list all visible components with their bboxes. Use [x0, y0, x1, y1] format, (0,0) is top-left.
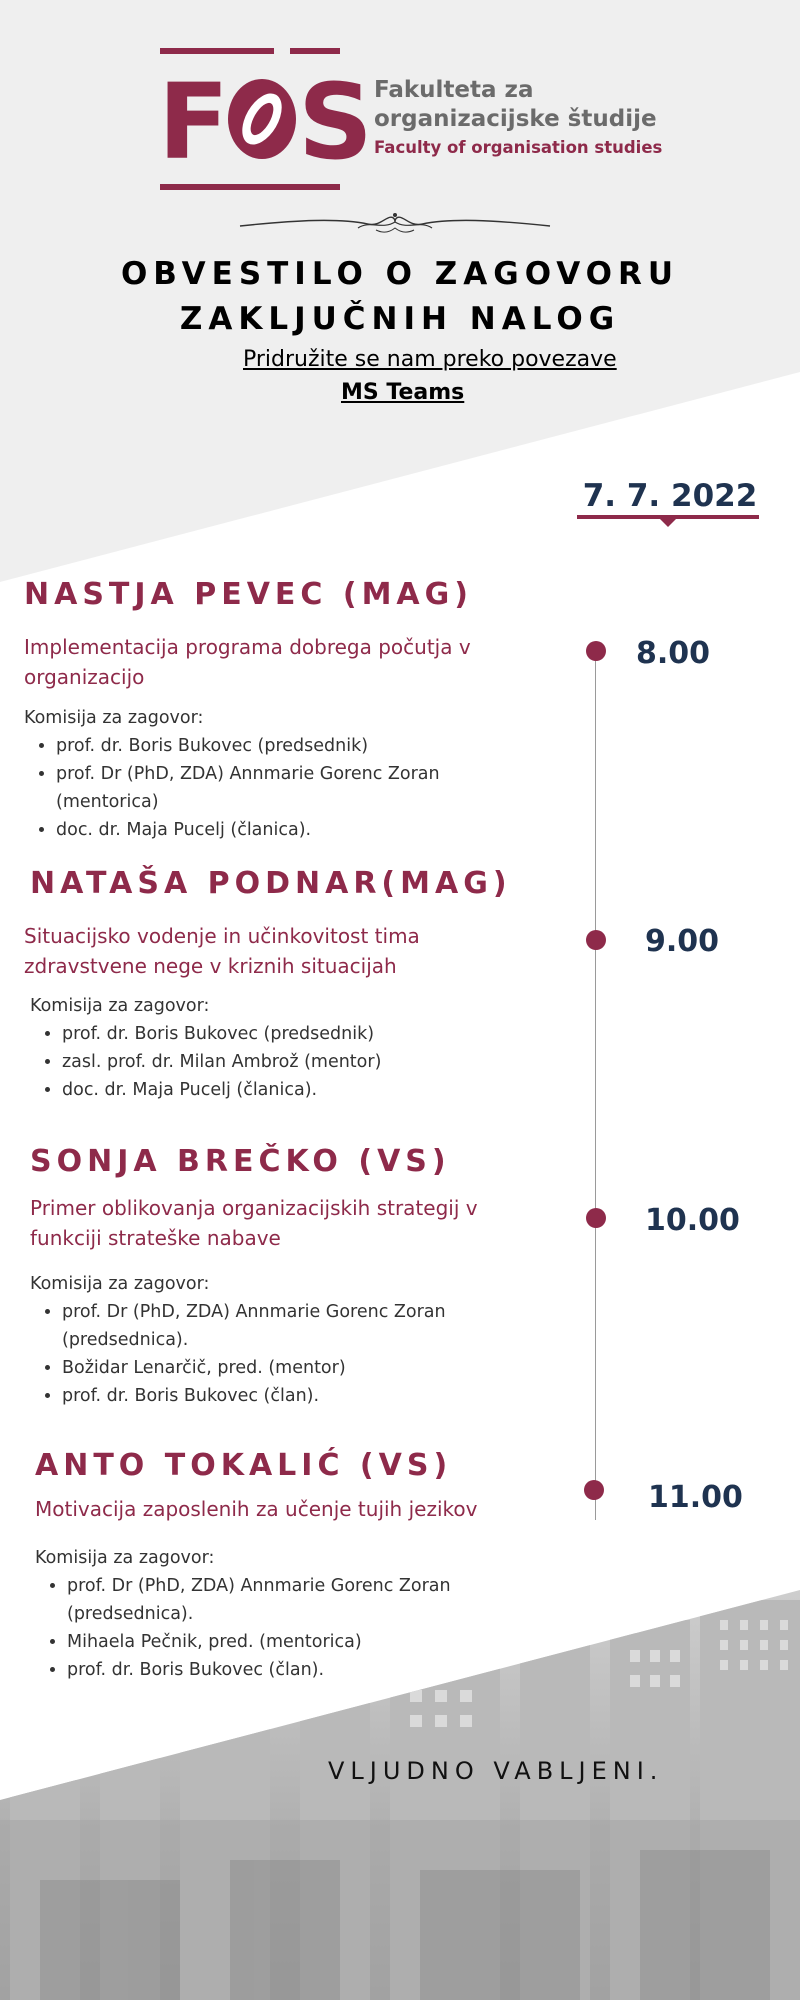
committee-member: • zasl. prof. dr. Milan Ambrož (mentor): [62, 1048, 530, 1076]
page-title-line-2: ZAKLJUČNIH NALOG: [179, 301, 621, 337]
candidate-name: NASTJA PEVEC (MAG): [24, 577, 473, 612]
committee-block: [24, 704, 524, 844]
committee-block: [30, 1270, 530, 1410]
committee-member: • prof. dr. Boris Bukovec (predsednik): [62, 1020, 530, 1048]
ms-teams-link[interactable]: MS Teams: [341, 380, 465, 405]
committee-member: • prof. Dr (PhD, ZDA) Annmarie Gorenc Zoran (predsednica).: [62, 1298, 530, 1354]
committee-block: [30, 992, 530, 1104]
defense-time: 11.00: [648, 1480, 743, 1515]
timeline-dot: [586, 930, 606, 950]
candidate-name: ANTO TOKALIĆ (VS): [35, 1448, 453, 1483]
committee-member: • prof. dr. Boris Bukovec (predsednik): [56, 732, 524, 760]
committee-list: [24, 732, 524, 844]
page-title-line-1: OBVESTILO O ZAGOVORU: [120, 256, 680, 292]
committee-member: • prof. Dr (PhD, ZDA) Annmarie Gorenc Zoran (predsednica).: [67, 1572, 535, 1628]
thesis-topic: Primer oblikovanja organizacijskih strategij v funkciji strateške nabave: [30, 1196, 478, 1250]
event-date: 7. 7. 2022: [582, 478, 758, 514]
defense-time: 8.00: [636, 636, 711, 671]
thesis-topic: Situacijsko vodenje in učinkovitost tima zdravstvene nege v kriznih situacijah: [24, 924, 420, 978]
timeline-line: [595, 650, 596, 1520]
candidate-name: NATAŠA PODNAR(MAG): [30, 866, 512, 901]
defense-time: 9.00: [645, 924, 720, 959]
committee-member: • prof. dr. Boris Bukovec (član).: [67, 1656, 535, 1684]
committee-member: • prof. Dr (PhD, ZDA) Annmarie Gorenc Zoran (mentorica): [56, 760, 524, 816]
logo-text: [374, 76, 662, 160]
committee-member: • Božidar Lenarčič, pred. (mentor): [62, 1354, 530, 1382]
committee-member: • doc. dr. Maja Pucelj (članica).: [62, 1076, 530, 1104]
committee-label: Komisija za zagovor:: [35, 1548, 215, 1568]
logo-line-1: Fakulteta za: [374, 77, 534, 103]
committee-member: • doc. dr. Maja Pucelj (članica).: [56, 816, 524, 844]
committee-member: • Mihaela Pečnik, pred. (mentorica): [67, 1628, 535, 1656]
committee-list: [35, 1572, 535, 1684]
ornament-divider-icon: [238, 210, 552, 236]
candidate-name: SONJA BREČKO (VS): [30, 1144, 451, 1179]
svg-text:S: S: [298, 61, 373, 183]
timeline-dot: [586, 641, 606, 661]
committee-list: [30, 1020, 530, 1104]
closing-text: VLJUDNO VABLJENI.: [328, 1757, 664, 1785]
committee-label: Komisija za zagovor:: [30, 1274, 210, 1294]
committee-list: [30, 1298, 530, 1410]
logo-line-3: Faculty of organisation studies: [374, 138, 663, 157]
defense-time: 10.00: [645, 1203, 740, 1238]
join-text-link[interactable]: Pridružite se nam preko povezave: [243, 347, 617, 372]
committee-label: Komisija za zagovor:: [30, 996, 210, 1016]
committee-block: [35, 1544, 535, 1684]
svg-text:F: F: [158, 61, 226, 183]
timeline-dot: [586, 1208, 606, 1228]
committee-member: • prof. dr. Boris Bukovec (član).: [62, 1382, 530, 1410]
logo-line-2: organizacijske študije: [374, 106, 657, 132]
timeline-dot: [584, 1480, 604, 1500]
date-pointer-icon: [659, 518, 677, 527]
committee-label: Komisija za zagovor:: [24, 708, 204, 728]
thesis-topic: Implementacija programa dobrega počutja v organizacijo: [24, 635, 471, 689]
thesis-topic: Motivacija zaposlenih za učenje tujih jezikov: [35, 1497, 478, 1521]
